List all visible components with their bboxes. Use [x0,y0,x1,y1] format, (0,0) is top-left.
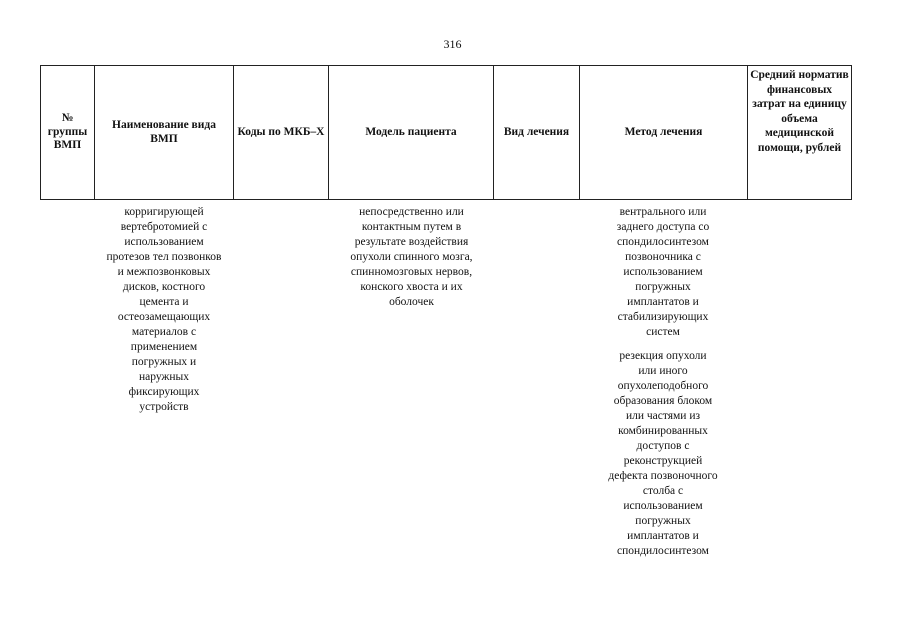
header-patient-model: Модель пациента [329,66,494,200]
body-vmp-name-cell [95,205,233,415]
header-treatment-method: Метод лечения [580,66,748,200]
table-header [40,65,852,200]
body-treatment-method-cell [580,205,746,559]
page-number: 316 [443,37,462,51]
treatment-method-item: вентрального или заднего доступа со спондилосинтезом позвоночника с использованием погружных имплантатов и стабилизирующих систем [616,206,710,338]
treatment-method-item: резекция опухоли или иного опухолеподобного образования блоком или частями из комбинированных доступов с реконструкцией дефекта позвоночного столба с использованием погружных имплантатов и спондилосинтезом [608,350,718,557]
body-patient-model-cell [330,205,493,310]
header-vmp-name: Наименование вида ВМП [95,66,234,200]
header-group-number: № группы ВМП [41,66,95,200]
vmp-name-text: корригирующей вертебротомией с использованием протезов тел позвонков и межпозвонковых дисков, костного цемента и остеозамещающих материалов с применением погружных и наружных фиксирующих устройств [106,206,222,413]
header-treatment-type: Вид лечения [494,66,580,200]
header-icd-codes: Коды по МКБ–Х [234,66,329,200]
header-average-cost: Средний норматив финансовых затрат на единицу объема медицинской помощи, рублей [748,66,852,200]
patient-model-text: непосредственно или контактным путем в результате воздействия опухоли спинного мозга, спинномозговых нервов, конского хвоста и их оболочек [350,206,473,308]
